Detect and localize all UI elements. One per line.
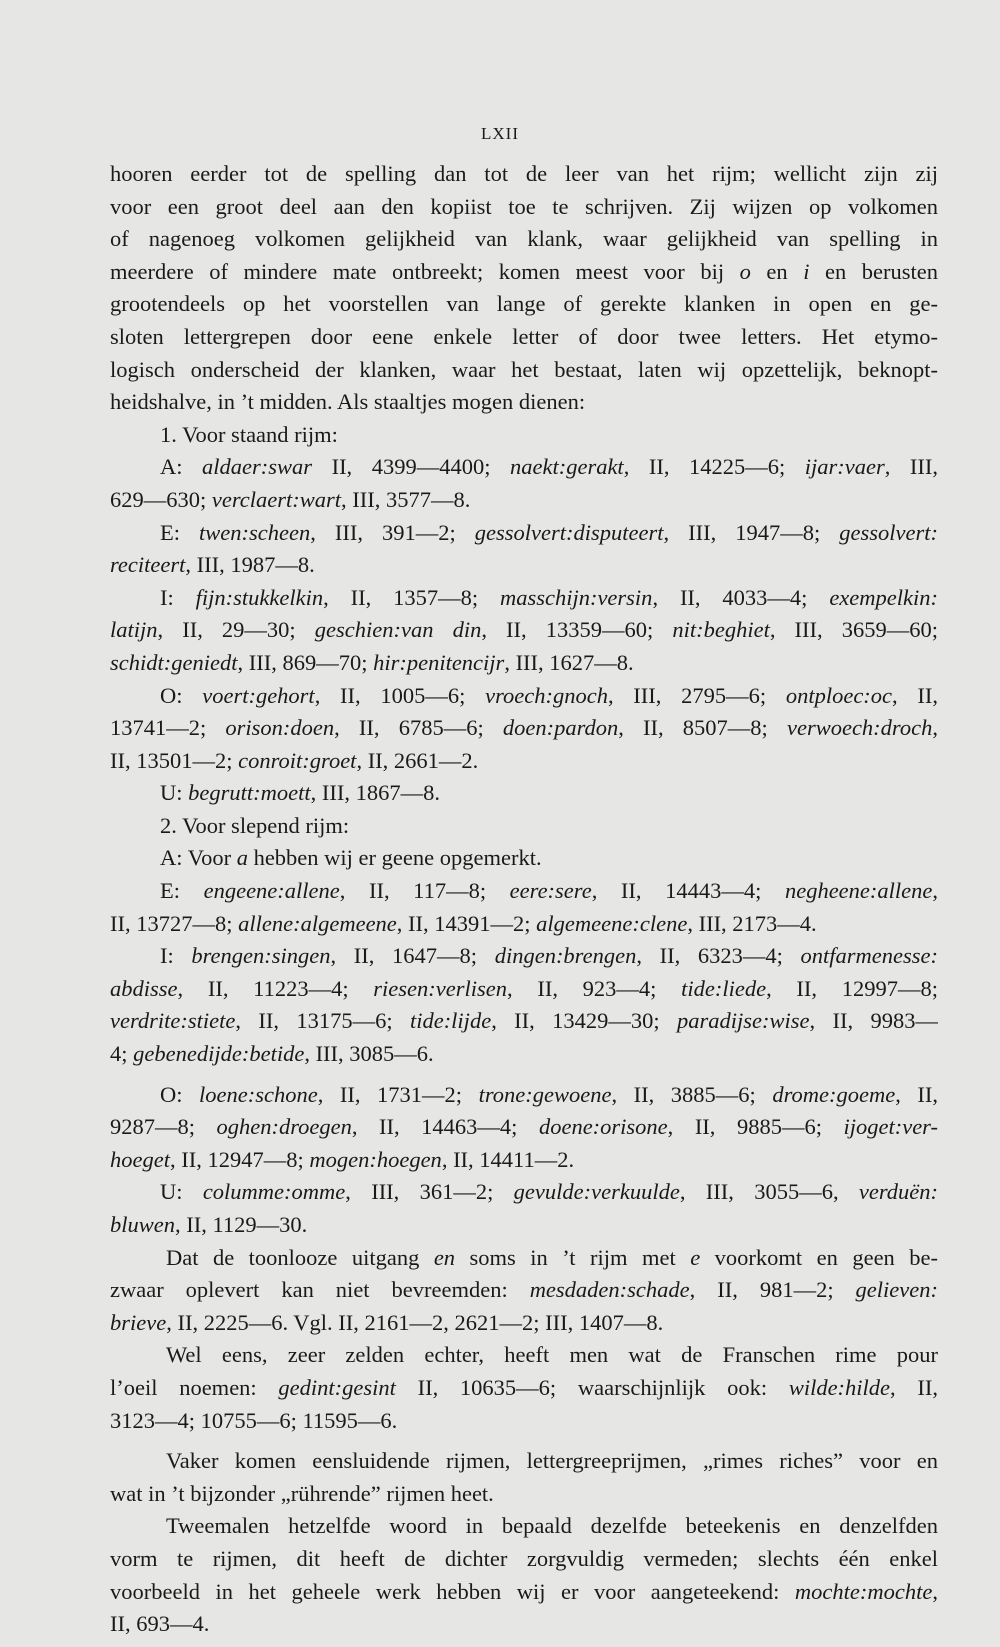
text-line: U: begrutt:moett, III, 1867—8. [160,780,440,806]
text-line: O: loene:schone, II, 1731—2; trone:gewoene, II, 3885—6; drome:goeme, II, [160,1081,938,1107]
text-line: A: aldaer:swar II, 4399—4400; naekt:gerakt, II, 14225—6; ijar:vaer, III, [160,454,938,480]
text-line: 9287—8; oghen:droegen, II, 14463—4; doene:orisone, II, 9885—6; ijoget:ver- [110,1114,938,1140]
body-text [110,158,938,1641]
paragraph-gap [110,1071,938,1079]
text-line: II, 693—4. [110,1611,210,1637]
text-line: grootendeels op het voorstellen van lange of gerekte klanken in open en ge- [110,291,938,317]
text-line: sloten lettergrepen door eene enkele letter of door twee letters. Het etymo- [110,323,938,349]
text-line: Vaker komen eensluidende rijmen, lettergreeprijmen, „rimes riches” voor en [166,1448,938,1474]
text-line: abdisse, II, 11223—4; riesen:verlisen, II, 923—4; tide:liede, II, 12997—8; [110,975,938,1001]
text-line: voorbeeld in het geheele werk hebben wij er voor aangeteekend: mochte:mochte, [110,1578,938,1604]
text-line: hoeget, II, 12947—8; mogen:hoegen, II, 14411—2. [110,1146,575,1172]
text-line: meerdere of mindere mate ontbreekt; komen meest voor bij o en i en berusten [110,258,938,284]
paragraph-gap [110,1437,938,1445]
text-line: Wel eens, zeer zelden echter, heeft men wat de Franschen rime pour [166,1342,938,1368]
text-line: 13741—2; orison:doen, II, 6785—6; doen:pardon, II, 8507—8; verwoech:droch, [110,715,938,741]
text-line: U: columme:omme, III, 361—2; gevulde:verkuulde, III, 3055—6, verduën: [160,1179,938,1205]
text-line: of nagenoeg volkomen gelijkheid van klank, waar gelijkheid van spelling in [110,226,938,252]
text-line: l’oeil noemen: gedint:gesint II, 10635—6; waarschijnlijk ook: wilde:hilde, II, [110,1374,938,1400]
text-line: verdrite:stiete, II, 13175—6; tide:lijde, II, 13429—30; paradijse:wise, II, 9983— [110,1008,938,1034]
text-line: 1. Voor staand rijm: [160,421,338,447]
text-line: hooren eerder tot de spelling dan tot de leer van het rijm; wellicht zijn zij [110,161,938,186]
text-line: zwaar oplevert kan niet bevreemden: mesdaden:schade, II, 981—2; gelieven: [110,1277,938,1303]
text-line: I: fijn:stukkelkin, II, 1357—8; masschijn:versin, II, 4033—4; exempelkin: [160,584,938,610]
text-line: 629—630; verclaert:wart, III, 3577—8. [110,486,471,512]
text-line: logisch onderscheid der klanken, waar het bestaat, laten wij opzettelijk, beknopt- [110,356,938,382]
text-line: II, 13501—2; conroit:groet, II, 2661—2. [110,747,479,773]
text-line: A: Voor a hebben wij er geene opgemerkt. [160,845,542,871]
text-line: I: brengen:singen, II, 1647—8; dingen:brengen, II, 6323—4; ontfarmenesse: [160,943,938,969]
text-line: vorm te rijmen, dit heeft de dichter zorgvuldig vermeden; slechts één enkel [110,1545,938,1571]
text-line: latijn, II, 29—30; geschien:van din, II, 13359—60; nit:beghiet, III, 3659—60; [110,617,938,643]
text-line: schidt:geniedt, III, 869—70; hir:penitencijr, III, 1627—8. [110,649,634,675]
text-line: wat in ’t bijzonder „rührende” rijmen heet. [110,1480,494,1506]
text-line: 3123—4; 10755—6; 11595—6. [110,1407,398,1433]
page-number: LXII [481,124,519,143]
text-line: reciteert, III, 1987—8. [110,552,315,578]
text-line: heidshalve, in ’t midden. Als staaltjes mogen dienen: [110,389,586,415]
text-line: 4; gebenedijde:betide, III, 3085—6. [110,1041,434,1067]
text-line: Dat de toonlooze uitgang en soms in ’t rijm met e voorkomt en geen be- [166,1244,938,1270]
text-line: brieve, II, 2225—6. Vgl. II, 2161—2, 2621—2; III, 1407—8. [110,1309,664,1335]
text-line: II, 13727—8; allene:algemeene, II, 14391—2; algemeene:clene, III, 2173—4. [110,910,817,936]
text-line: E: twen:scheen, III, 391—2; gessolvert:disputeert, III, 1947—8; gessolvert: [160,519,938,545]
text-line: O: voert:gehort, II, 1005—6; vroech:gnoch, III, 2795—6; ontploec:oc, II, [160,682,938,708]
text-line: E: engeene:allene, II, 117—8; eere:sere, II, 14443—4; negheene:allene, [160,878,938,904]
text-line: 2. Voor slepend rijm: [160,812,350,838]
text-line: voor een groot deel aan den kopiist toe te schrijven. Zij wijzen op volkomen [110,193,938,219]
text-line: bluwen, II, 1129—30. [110,1212,308,1237]
text-line: Tweemalen hetzelfde woord in bepaald dezelfde beteekenis en denzelfden [166,1513,938,1539]
